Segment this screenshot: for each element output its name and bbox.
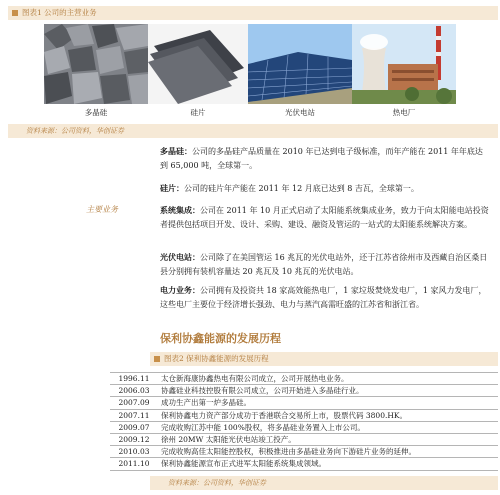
paragraph-text: 公司的多晶硅产品质量在 2010 年已达到电子级标准，而年产能在 2011 年年底达到 65,000 吨，全球第一。 [160, 147, 483, 170]
figure1-source-text: 资料来源：公司资料，华创证券 [26, 127, 124, 135]
figure2-source [150, 476, 498, 490]
power-plant-photo [352, 24, 456, 104]
paragraph-head: 硅片： [160, 183, 184, 193]
history-event: 完成收购江苏中能 100%股权，将多晶硅业务置入上市公司。 [158, 421, 498, 433]
history-date: 2010.03 [110, 446, 158, 458]
table-row [110, 409, 498, 421]
history-event: 成功生产出第一炉多晶硅。 [158, 397, 498, 409]
history-date: 2007.11 [110, 409, 158, 421]
paragraph-head: 系统集成： [160, 205, 200, 215]
table-row [110, 446, 498, 458]
history-date: 2011.10 [110, 458, 158, 470]
figure2-label: 图表2 保利协鑫能源的发展历程 [164, 354, 269, 363]
paragraph-head: 光伏电站： [160, 252, 200, 262]
paragraph-head: 多晶硅： [160, 146, 192, 156]
paragraph-text: 公司拥有及投资共 18 家高效能热电厂，1 家垃圾焚烧发电厂，1 家风力发电厂，这些电厂主要位于经济增长强劲、电力与蒸汽高需旺盛的江苏省和浙江省。 [160, 286, 487, 309]
wafer-photo [148, 24, 248, 104]
history-event: 太仓新海康协鑫热电有限公司成立，公司开展热电业务。 [158, 373, 498, 385]
history-date: 2009.12 [110, 433, 158, 445]
paragraph-system-integration [160, 203, 490, 232]
caption-wafer: 硅片 [190, 108, 206, 117]
table-row [110, 385, 498, 397]
history-event: 协鑫硅业科技控股有限公司成立，公司开始进入多晶硅行业。 [158, 385, 498, 397]
paragraph-head: 电力业务： [160, 285, 200, 295]
history-date: 2007.09 [110, 397, 158, 409]
history-date: 2009.07 [110, 421, 158, 433]
table-row [110, 421, 498, 433]
history-date: 1996.11 [110, 373, 158, 385]
bullet-icon [154, 356, 160, 362]
figure1-source [8, 124, 498, 138]
polysilicon-photo [44, 24, 148, 104]
caption-polysilicon: 多晶硅 [84, 108, 108, 117]
history-event: 徐州 20MW 太阳能光伏电站竣工投产。 [158, 433, 498, 445]
table-row [110, 373, 498, 385]
paragraph-text: 公司除了在美国管运 16 兆瓦的光伏电站外，还于江苏省徐州市及西藏自治区桑日县分别拥有装机容量达 20 兆瓦及 10 兆瓦的光伏电站。 [160, 253, 488, 276]
history-event: 保利协鑫电力资产部分成功于香港联合交易所上市，股票代码 3800.HK。 [158, 409, 498, 421]
figure2-source-text: 资料来源：公司资料，华创证券 [168, 479, 266, 487]
paragraph-power-business [160, 283, 490, 312]
table-row [110, 458, 498, 470]
table-row [110, 433, 498, 445]
paragraph-text: 公司在 2011 年 10 月正式启动了太阳能系统集成业务，致力于向太阳能电站投资者提供包括项目开发、设计、采购、建设、融资及管运的一站式的太阳能系统解决方案。 [160, 206, 489, 229]
paragraph-pv-station [160, 250, 490, 279]
history-section-title: 保利协鑫能源的发展历程 [160, 332, 281, 345]
paragraph-text: 公司的硅片年产能在 2011 年 12 月底已达到 8 吉瓦，全球第一。 [184, 184, 419, 193]
history-date: 2006.03 [110, 385, 158, 397]
history-event: 完成收购高佳太阳能控股权，积极推进由多晶硅业务向下游硅片业务的延伸。 [158, 446, 498, 458]
figure2-label-bar [150, 352, 498, 366]
caption-power-plant: 热电厂 [392, 108, 416, 117]
table-row [110, 397, 498, 409]
figure1-label: 图表1 公司的主营业务 [22, 8, 97, 17]
history-table [110, 372, 498, 471]
bullet-icon [12, 10, 18, 16]
caption-solar-farm: 光伏电站 [285, 108, 315, 117]
side-title-main-business: 主要业务 [86, 205, 118, 214]
paragraph-wafer [160, 181, 490, 196]
figure1-label-bar [8, 6, 498, 20]
history-event: 保利协鑫能源宣布正式进军太阳能系统集成领域。 [158, 458, 498, 470]
paragraph-polysilicon [160, 144, 490, 173]
solar-farm-photo [248, 24, 352, 104]
